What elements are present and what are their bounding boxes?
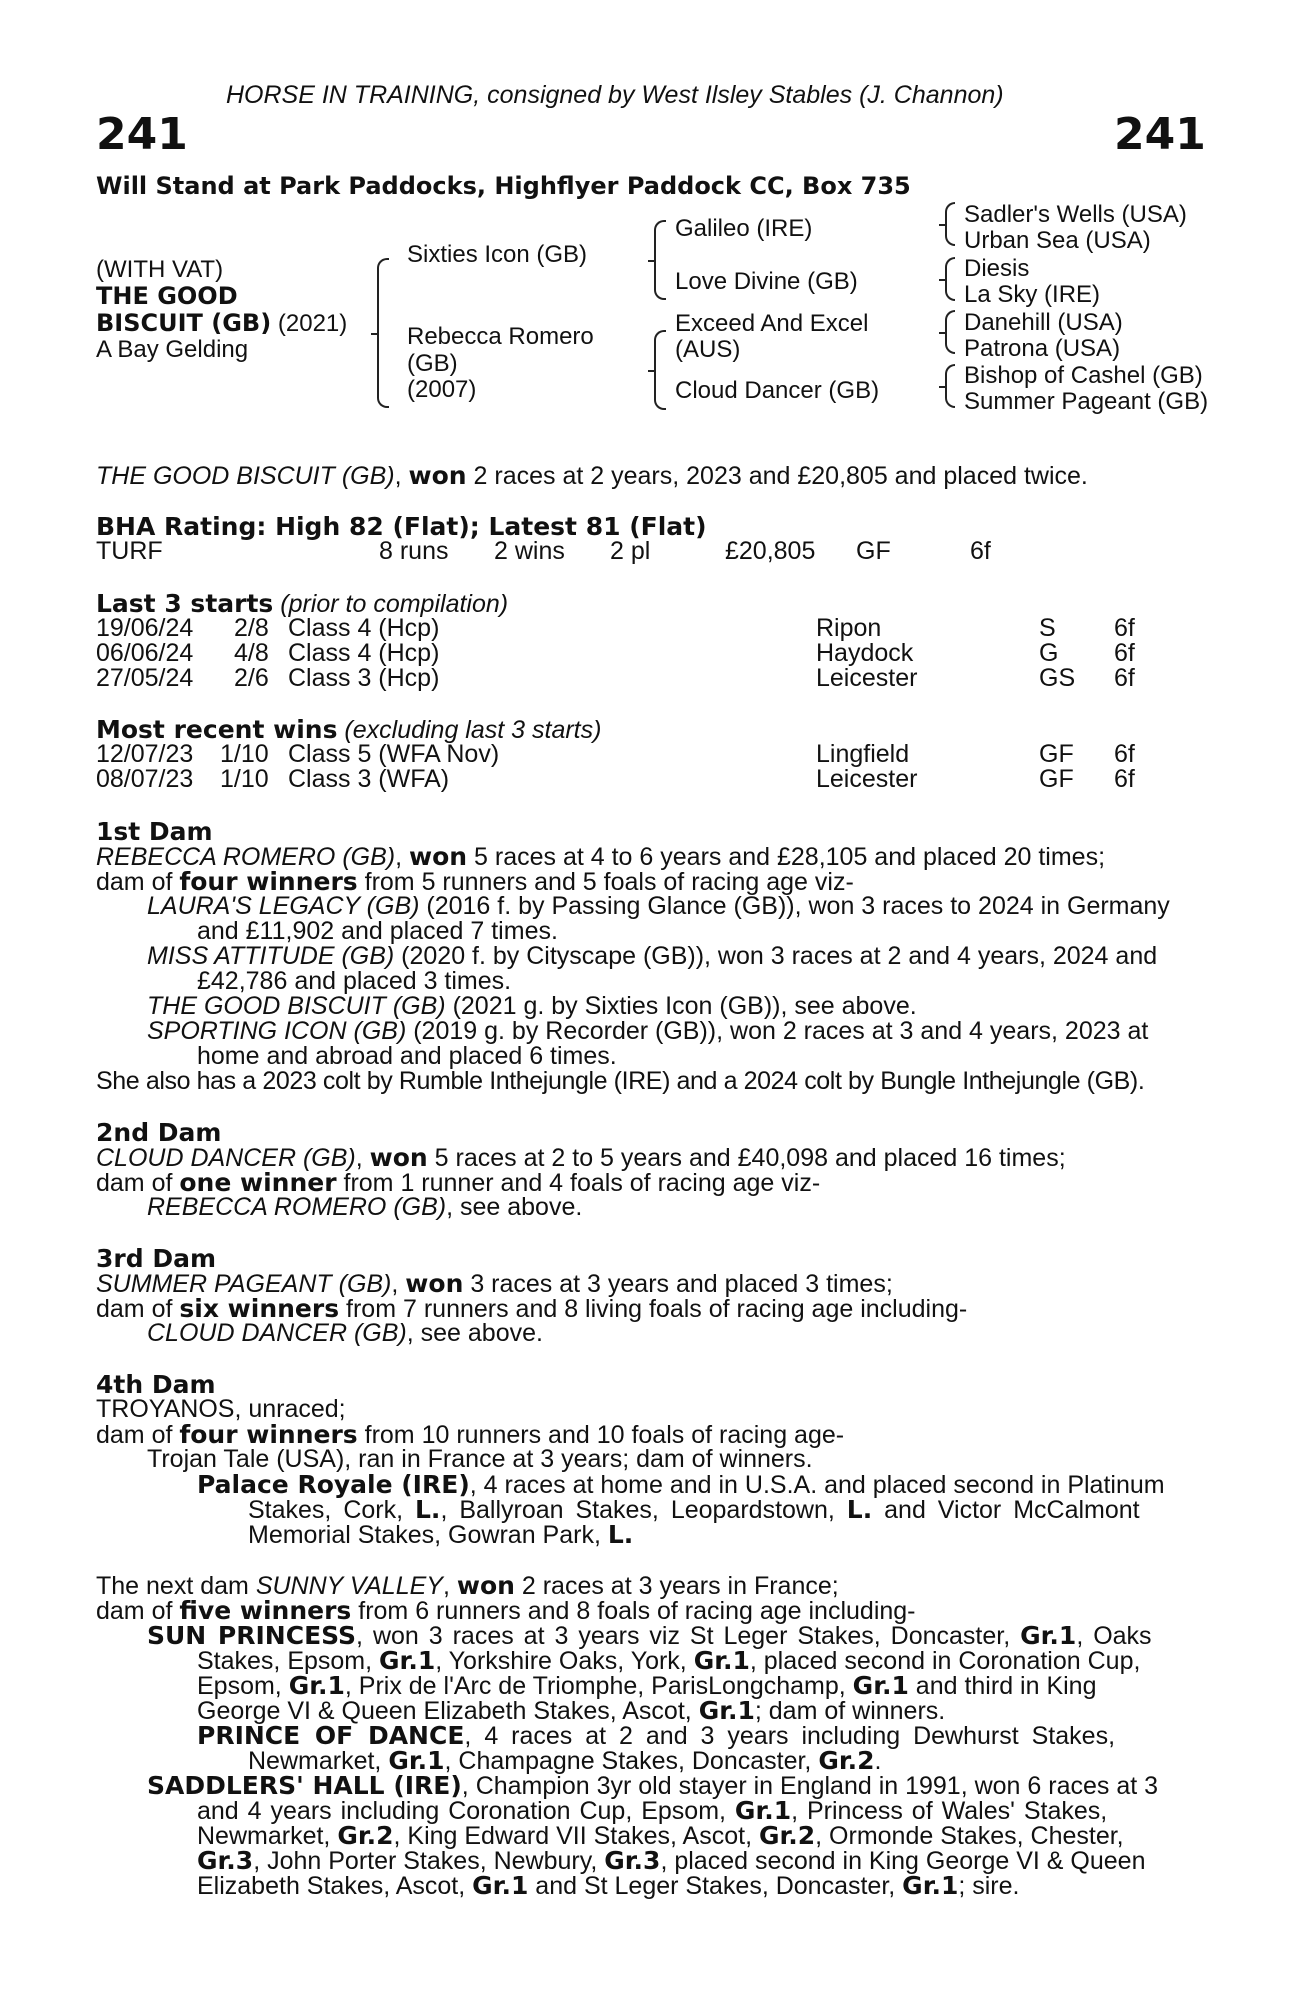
rating-surface: TURF	[96, 537, 163, 565]
pedigree-brace-sire	[654, 220, 666, 300]
next-dam-line2: dam of five winners from 6 runners and 8 foals of racing age including-	[96, 1596, 916, 1625]
pedigree-dam-line1: Rebecca Romero	[407, 323, 594, 350]
rating-going: GF	[856, 537, 891, 565]
dam2-progeny-1: REBECCA ROMERO (GB), see above.	[147, 1193, 583, 1221]
catalogue-header: HORSE IN TRAINING, consigned by West Ilsley Stables (J. Channon)	[226, 81, 1004, 109]
pedigree-g2: Urban Sea (USA)	[964, 227, 1151, 254]
saddlers-hall-line5: Elizabeth Stakes, Ascot, Gr.1 and St Leger Stakes, Doncaster, Gr.1; sire.	[197, 1871, 1020, 1900]
rating-distance: 6f	[970, 537, 991, 565]
sun-princess-line4: George VI & Queen Elizabeth Stakes, Ascot, Gr.1; dam of winners.	[197, 1696, 946, 1725]
dam4-grandprogeny-1-cont2: Memorial Stakes, Gowran Park, L.	[248, 1520, 634, 1549]
pedigree-g4: La Sky (IRE)	[964, 281, 1101, 308]
pedigree-dam-line2: (GB)	[407, 350, 458, 377]
next-dam-line1: The next dam SUNNY VALLEY, won 2 races at 3 years in France;	[96, 1571, 839, 1600]
horse-name: BISCUIT (GB)	[96, 309, 272, 337]
dam1-progeny-2: MISS ATTITUDE (GB) (2020 f. by Cityscape (GB)), won 3 races at 2 and 4 years, 2024 and	[147, 942, 1158, 970]
prince-of-dance-line2: Newmarket, Gr.1, Champagne Stakes, Doncaster, Gr.2.	[248, 1746, 882, 1775]
stand-location: Will Stand at Park Paddocks, Highflyer Paddock CC, Box 735	[96, 172, 911, 200]
dam2-line1: CLOUD DANCER (GB), won 5 races at 2 to 5 years and £40,098 and placed 16 times;	[96, 1143, 1066, 1172]
dam1-progeny-2-cont: £42,786 and placed 3 times.	[197, 967, 512, 995]
rating-earnings: £20,805	[725, 537, 816, 565]
pedigree-brace-main	[377, 258, 389, 408]
dam3-line2: dam of six winners from 7 runners and 8 living foals of racing age including-	[96, 1294, 968, 1323]
dam3-heading: 3rd Dam	[96, 1244, 216, 1273]
pedigree-brace-dam	[654, 330, 666, 410]
horse-name-line2	[96, 310, 347, 337]
pedigree-g3: Diesis	[964, 255, 1030, 282]
saddlers-hall-line1: SADDLERS' HALL (IRE), Champion 3yr old stayer in England in 1991, won 6 races at 3	[147, 1771, 1159, 1800]
saddlers-hall-line4: Gr.3, John Porter Stakes, Newbury, Gr.3, placed second in King George VI & Queen	[197, 1846, 1146, 1875]
dam1-line2: dam of four winners from 5 runners and 5 foals of racing age viz-	[96, 867, 854, 896]
rating-runs: 8 runs	[379, 537, 449, 565]
sun-princess-line2: Stakes, Epsom, Gr.1, Yorkshire Oaks, York, Gr.1, placed second in Coronation Cup,	[197, 1646, 1141, 1675]
dam1-progeny-4: SPORTING ICON (GB) (2019 g. by Recorder (GB)), won 2 races at 3 and 4 years, 2023 at	[147, 1017, 1149, 1045]
pedigree-brace-g4	[945, 364, 955, 408]
pedigree-brace-g3	[945, 310, 955, 354]
prince-of-dance-line1: PRINCE OF DANCE, 4 races at 2 and 3 years including Dewhurst Stakes,	[197, 1721, 1116, 1750]
pedigree-g1: Sadler's Wells (USA)	[964, 201, 1187, 228]
rating-wins: 2 wins	[494, 537, 565, 565]
summary-line: THE GOOD BISCUIT (GB), won 2 races at 2 years, 2023 and £20,805 and placed twice.	[96, 461, 1088, 490]
horse-year: (2021)	[277, 310, 348, 337]
pedigree-dam-sire-line2: (AUS)	[675, 336, 741, 363]
pedigree-g7: Bishop of Cashel (GB)	[964, 362, 1203, 389]
dam4-line1: TROYANOS, unraced;	[96, 1395, 346, 1423]
horse-description: A Bay Gelding	[96, 336, 249, 363]
pedigree-dam-line3: (2007)	[407, 376, 477, 403]
dam3-progeny-1: CLOUD DANCER (GB), see above.	[147, 1319, 543, 1347]
dam1-progeny-1: LAURA'S LEGACY (GB) (2016 f. by Passing Glance (GB)), won 3 races to 2024 in Germany	[147, 892, 1170, 920]
pedigree-g8: Summer Pageant (GB)	[964, 388, 1209, 415]
dam4-grandprogeny-1-cont: Stakes, Cork, L., Ballyroan Stakes, Leopardstown, L. and Victor McCalmont	[248, 1495, 1140, 1524]
saddlers-hall-line3: Newmarket, Gr.2, King Edward VII Stakes, Ascot, Gr.2, Ormonde Stakes, Chester,	[197, 1821, 1124, 1850]
pedigree-dam-dam: Cloud Dancer (GB)	[675, 377, 880, 404]
saddlers-hall-line2: and 4 years including Coronation Cup, Epsom, Gr.1, Princess of Wales' Stakes,	[197, 1796, 1108, 1825]
pedigree-brace-g1	[945, 202, 955, 246]
dam4-progeny-1: Trojan Tale (USA), ran in France at 3 years; dam of winners.	[147, 1445, 813, 1473]
dam1-line1: REBECCA ROMERO (GB), won 5 races at 4 to 6 years and £28,105 and placed 20 times;	[96, 842, 1106, 871]
pedigree-sire: Sixties Icon (GB)	[407, 241, 588, 268]
pedigree-dam-sire-line1: Exceed And Excel	[675, 310, 869, 337]
rating-placed: 2 pl	[610, 537, 651, 565]
sun-princess-line1: SUN PRINCESS, won 3 races at 3 years viz St Leger Stakes, Doncaster, Gr.1, Oaks	[147, 1621, 1152, 1650]
pedigree-g6: Patrona (USA)	[964, 335, 1121, 362]
dam4-grandprogeny-1: Palace Royale (IRE), 4 races at home and in U.S.A. and placed second in Platinum	[197, 1470, 1165, 1499]
recent-wins-heading: Most recent wins (excluding last 3 starts)	[96, 715, 602, 744]
last3-heading: Last 3 starts (prior to compilation)	[96, 589, 509, 618]
pedigree-g5: Danehill (USA)	[964, 309, 1123, 336]
dam2-line2: dam of one winner from 1 runner and 4 foals of racing age viz-	[96, 1168, 821, 1197]
pedigree-sire-sire: Galileo (IRE)	[675, 215, 813, 242]
dam1-progeny-4-cont: home and abroad and placed 6 times.	[197, 1042, 617, 1070]
dam1-heading: 1st Dam	[96, 817, 213, 846]
bha-rating: BHA Rating: High 82 (Flat); Latest 81 (Flat)	[96, 512, 707, 541]
dam4-line2: dam of four winners from 10 runners and 10 foals of racing age-	[96, 1420, 845, 1449]
lot-number-right: 241	[1114, 109, 1206, 160]
lot-number-left: 241	[96, 109, 188, 160]
dam1-progeny-1-cont: and £11,902 and placed 7 times.	[197, 917, 558, 945]
dam1-progeny-3: THE GOOD BISCUIT (GB) (2021 g. by Sixties Icon (GB)), see above.	[147, 992, 917, 1020]
sun-princess-line3: Epsom, Gr.1, Prix de l'Arc de Triomphe, ParisLongchamp, Gr.1 and third in King	[197, 1671, 1097, 1700]
horse-name-line1: THE GOOD	[96, 282, 238, 310]
pedigree-sire-dam: Love Divine (GB)	[675, 268, 858, 295]
vat-note: (WITH VAT)	[96, 256, 224, 283]
dam4-heading: 4th Dam	[96, 1370, 216, 1399]
dam3-line1: SUMMER PAGEANT (GB), won 3 races at 3 years and placed 3 times;	[96, 1269, 893, 1298]
dam2-heading: 2nd Dam	[96, 1118, 222, 1147]
dam1-also: She also has a 2023 colt by Rumble Inthejungle (IRE) and a 2024 colt by Bungle Inthejungle (GB).	[96, 1067, 1145, 1095]
pedigree-brace-g2	[945, 257, 955, 301]
